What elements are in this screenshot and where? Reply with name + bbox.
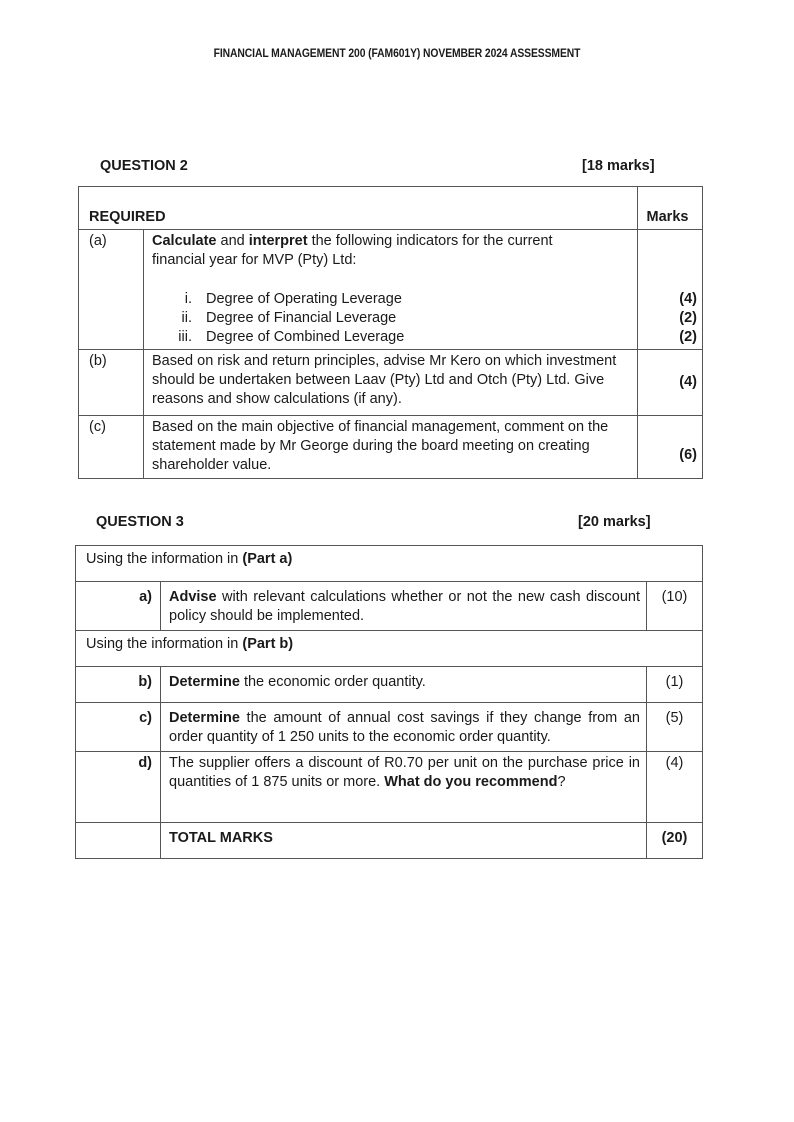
question-2-title: QUESTION 2 [100,158,188,174]
sub-item-number: i. [184,291,192,307]
row-text [161,752,647,823]
total-marks: (20) [647,823,703,859]
row-label: (a) [79,230,144,350]
question-2-table [78,186,703,479]
sub-item-text: Degree of Operating Leverage [206,291,402,307]
table-row [76,752,703,823]
table-row [76,703,703,752]
bold-question: What do you recommend [384,774,558,790]
part-intro-row [76,631,703,667]
table-header-row [79,187,703,230]
row-marks: (1) [647,667,703,703]
row-label: a) [76,582,161,631]
row-marks [638,230,703,350]
sub-item-number: iii. [178,329,192,345]
row-marks: (6) [638,416,703,479]
row-marks: (4) [647,752,703,823]
intro-text: Using the information in [86,636,243,652]
row-marks: (10) [647,582,703,631]
table-row [79,416,703,479]
total-row [76,823,703,859]
sub-item-marks: (4) [679,291,697,307]
text-fragment: and [216,233,249,249]
text-fragment: the following indicators for the current financial year for MVP (Pty) Ltd: [152,233,553,268]
intro-part-label: (Part a) [242,551,293,567]
bold-verb: Determine [169,710,240,726]
question-3-title: QUESTION 3 [96,514,184,530]
intro-part-label: (Part b) [242,636,294,652]
row-text [144,230,638,350]
row-label: d) [76,752,161,823]
sub-item [152,290,631,309]
sub-item [152,328,631,347]
row-marks: (5) [647,703,703,752]
table-row [76,582,703,631]
required-header: REQUIRED [79,187,638,230]
row-label: (c) [79,416,144,479]
total-label: TOTAL MARKS [161,823,647,859]
sub-item-marks: (2) [679,329,697,345]
bold-verb: interpret [248,233,308,249]
marks-header: Marks [638,187,703,230]
bold-verb: Advise [169,589,217,605]
question-3-marks: [20 marks] [578,514,651,530]
part-intro-row [76,546,703,582]
row-text [161,582,647,631]
text-fragment: The supplier offers a discount of R0.70 per unit on the purchase price in quantities of 1 875 units or more. [169,755,640,790]
row-text: Based on the main objective of financial management, comment on the statement made by Mr George during the board meeting on creating shareholder value. [144,416,638,479]
sub-item-text: Degree of Financial Leverage [206,310,397,326]
row-text: Based on risk and return principles, advise Mr Kero on which investment should be undertaken between Laav (Pty) Ltd and Otch (Pty) Ltd. Give reasons and show calculations (if any). [144,350,638,416]
part-a-intro [76,546,703,582]
row-label: b) [76,667,161,703]
row-marks: (4) [638,350,703,416]
text-fragment: ? [557,774,566,790]
row-label: c) [76,703,161,752]
bold-verb: Determine [169,674,240,690]
text-fragment: the economic order quantity. [239,674,426,690]
document-header: FINANCIAL MANAGEMENT 200 (FAM601Y) NOVEMBER 2024 ASSESSMENT [213,48,581,60]
sub-item-marks: (2) [679,310,697,326]
sub-item [152,309,631,328]
text-fragment: with relevant calculations whether or not the new cash discount policy should be implemented. [169,589,640,624]
sub-item-text: Degree of Combined Leverage [206,329,405,345]
text-fragment: the amount of annual cost savings if they change from an order quantity of 1 250 units to the economic order quantity. [169,710,640,745]
intro-text: Using the information in [86,551,243,567]
question-2-marks: [18 marks] [582,158,655,174]
row-text [161,703,647,752]
bold-verb: Calculate [152,233,217,249]
part-b-intro [76,631,703,667]
table-row [79,350,703,416]
question-3-table [75,545,703,859]
table-row [76,667,703,703]
row-text [161,667,647,703]
table-row [79,230,703,350]
row-label: (b) [79,350,144,416]
sub-item-number: ii. [181,310,192,326]
total-label-cell [76,823,161,859]
